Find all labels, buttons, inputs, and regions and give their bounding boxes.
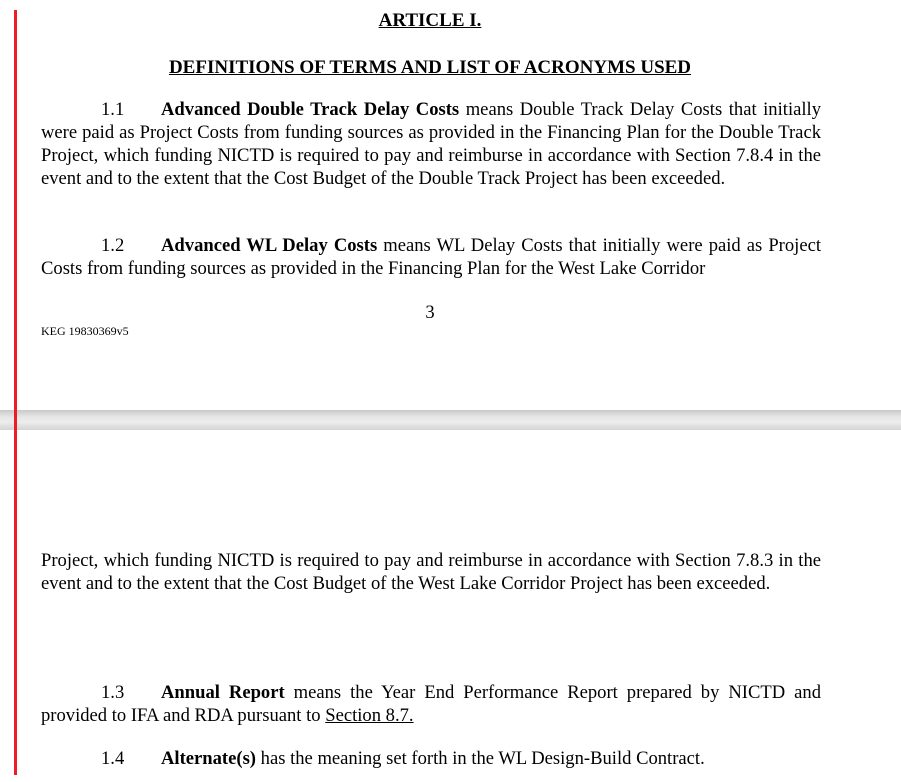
section-number: 1.1 <box>101 99 125 120</box>
article-subtitle: DEFINITIONS OF TERMS AND LIST OF ACRONYMS USED <box>168 57 692 78</box>
section-1-2-paragraph <box>41 234 821 280</box>
definition-text: means Double Track Delay Costs that initially were paid as Project Costs from funding sources as provided in the Financing Plan for the Double Track Project, which funding NICTD is required to pay and reimburse in accordance with Section 7.8.4 in the event and to the extent that the Cost Budget of the Double Track Project has been exceeded. <box>41 99 821 189</box>
defined-term: Advanced WL Delay Costs <box>161 235 378 256</box>
defined-term: Alternate(s) <box>161 748 256 769</box>
defined-term: Advanced Double Track Delay Costs <box>161 99 460 120</box>
section-number: 1.3 <box>101 682 125 703</box>
document-id: KEG 19830369v5 <box>41 324 129 338</box>
section-reference-link[interactable]: Section 8.7. <box>325 705 414 726</box>
margin-change-bar <box>14 10 17 775</box>
section-number: 1.2 <box>101 235 125 256</box>
definition-text: has the meaning set forth in the WL Design-Build Contract. <box>256 748 705 769</box>
defined-term: Annual Report <box>161 682 285 703</box>
document-page-bottom <box>0 430 901 782</box>
page-number: 3 <box>425 302 435 323</box>
section-1-4-paragraph <box>41 747 821 770</box>
section-number: 1.4 <box>101 748 125 769</box>
definition-text: means the Year End Performance Report prepared by NICTD and provided to IFA and RDA pursuant to <box>41 682 821 726</box>
article-title: ARTICLE I. <box>378 10 482 31</box>
section-1-1-paragraph <box>41 98 821 190</box>
section-1-3-paragraph <box>41 681 821 727</box>
definition-text: means WL Delay Costs that initially were paid as Project Costs from funding sources as provided in the Financing Plan for the West Lake Corridor <box>41 235 821 279</box>
section-1-2-continuation: Project, which funding NICTD is required to pay and reimburse in accordance with Section 7.8.3 in the event and to the extent that the Cost Budget of the West Lake Corridor Project has been exceeded. <box>41 550 821 594</box>
page-separator <box>0 410 901 430</box>
